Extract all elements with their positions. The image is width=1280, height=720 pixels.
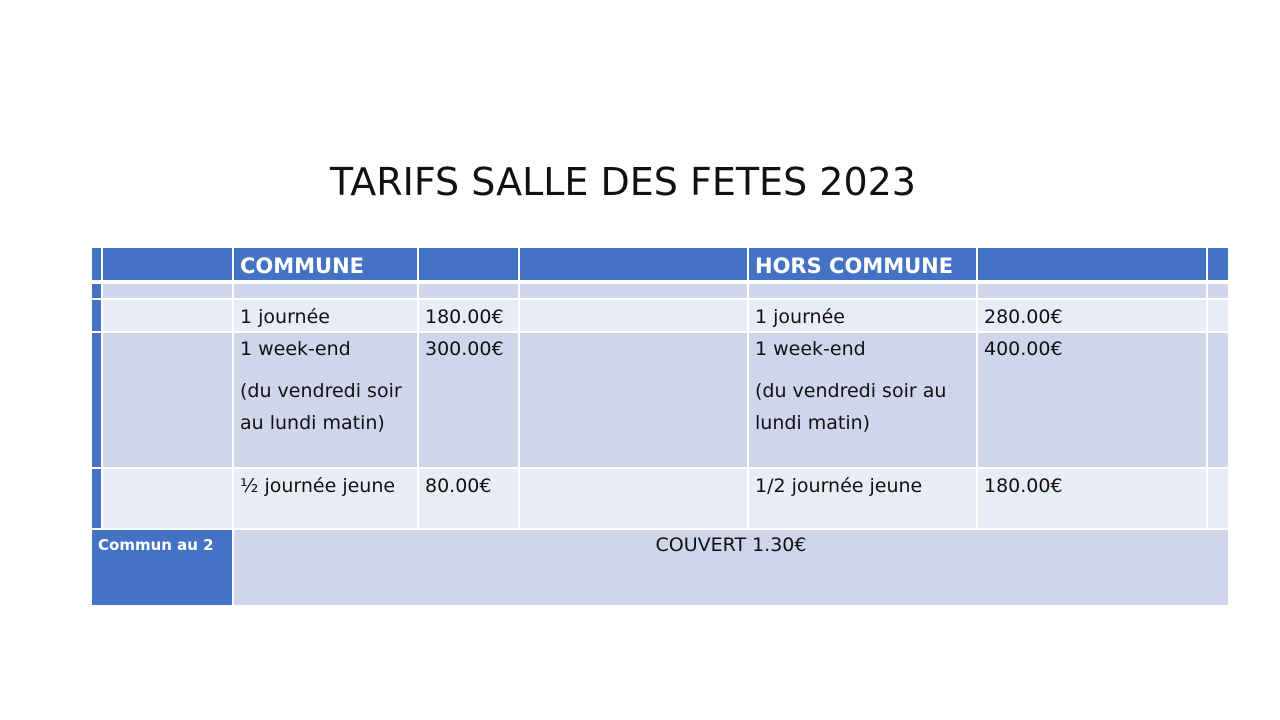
grid-vline-4 [518, 248, 520, 528]
row-3-commune-label: ½ journée jeune [240, 475, 396, 497]
header-cell-blank [92, 248, 233, 280]
row-1-commune-price: 180.00€ [425, 306, 504, 328]
header-cell-blank-2 [418, 248, 519, 280]
header-cell-blank-3 [519, 248, 748, 280]
first-col-accent-header [92, 248, 101, 280]
row-2-commune-label: 1 week-end [240, 338, 351, 360]
footer-value: COUVERT 1.30€ [234, 530, 1228, 605]
grid-hline-3 [92, 331, 1228, 333]
grid-vline-6 [976, 248, 978, 528]
first-col-accent-row-1 [92, 300, 101, 331]
grid-vline-1 [101, 248, 103, 528]
header-hors-commune: HORS COMMUNE [748, 248, 977, 280]
header-commune: COMMUNE [233, 248, 418, 280]
row-2-hors-note: (du vendredi soir au lundi matin) [755, 380, 947, 434]
row-2-hors-price: 400.00€ [984, 338, 1063, 360]
row-3-hors-label: 1/2 journée jeune [755, 475, 923, 497]
spacer-row [92, 284, 1228, 298]
row-1-commune-label: 1 journée [240, 306, 330, 328]
row-2-commune-cell [233, 333, 418, 467]
grid-vline-3 [417, 248, 419, 528]
header-cell-blank-4 [977, 248, 1207, 280]
first-col-accent-spacer [92, 284, 101, 298]
row-1-hors-label: 1 journée [755, 306, 845, 328]
row-3-hors-price: 180.00€ [984, 475, 1063, 497]
grid-hline-1 [92, 280, 1228, 284]
footer-label: Commun au 2 [92, 530, 232, 605]
grid-vline-7 [1206, 248, 1208, 528]
page-title: TARIFS SALLE DES FETES 2023 [330, 160, 916, 204]
row-2-commune-price: 300.00€ [425, 338, 504, 360]
grid-vline-5 [747, 248, 749, 528]
row-2-hors-label: 1 week-end [755, 338, 866, 360]
first-col-accent-row-2 [92, 333, 101, 467]
row-3-commune-price: 80.00€ [425, 475, 492, 497]
header-cell-blank-5 [1207, 248, 1228, 280]
first-col-accent-row-3 [92, 469, 101, 528]
row-1-hors-price: 280.00€ [984, 306, 1063, 328]
grid-hline-2 [92, 298, 1228, 300]
row-2-commune-note: (du vendredi soir au lundi matin) [240, 380, 402, 434]
grid-hline-4 [92, 467, 1228, 469]
row-2-hors-cell [748, 333, 977, 467]
grid-vline-2 [232, 248, 234, 528]
